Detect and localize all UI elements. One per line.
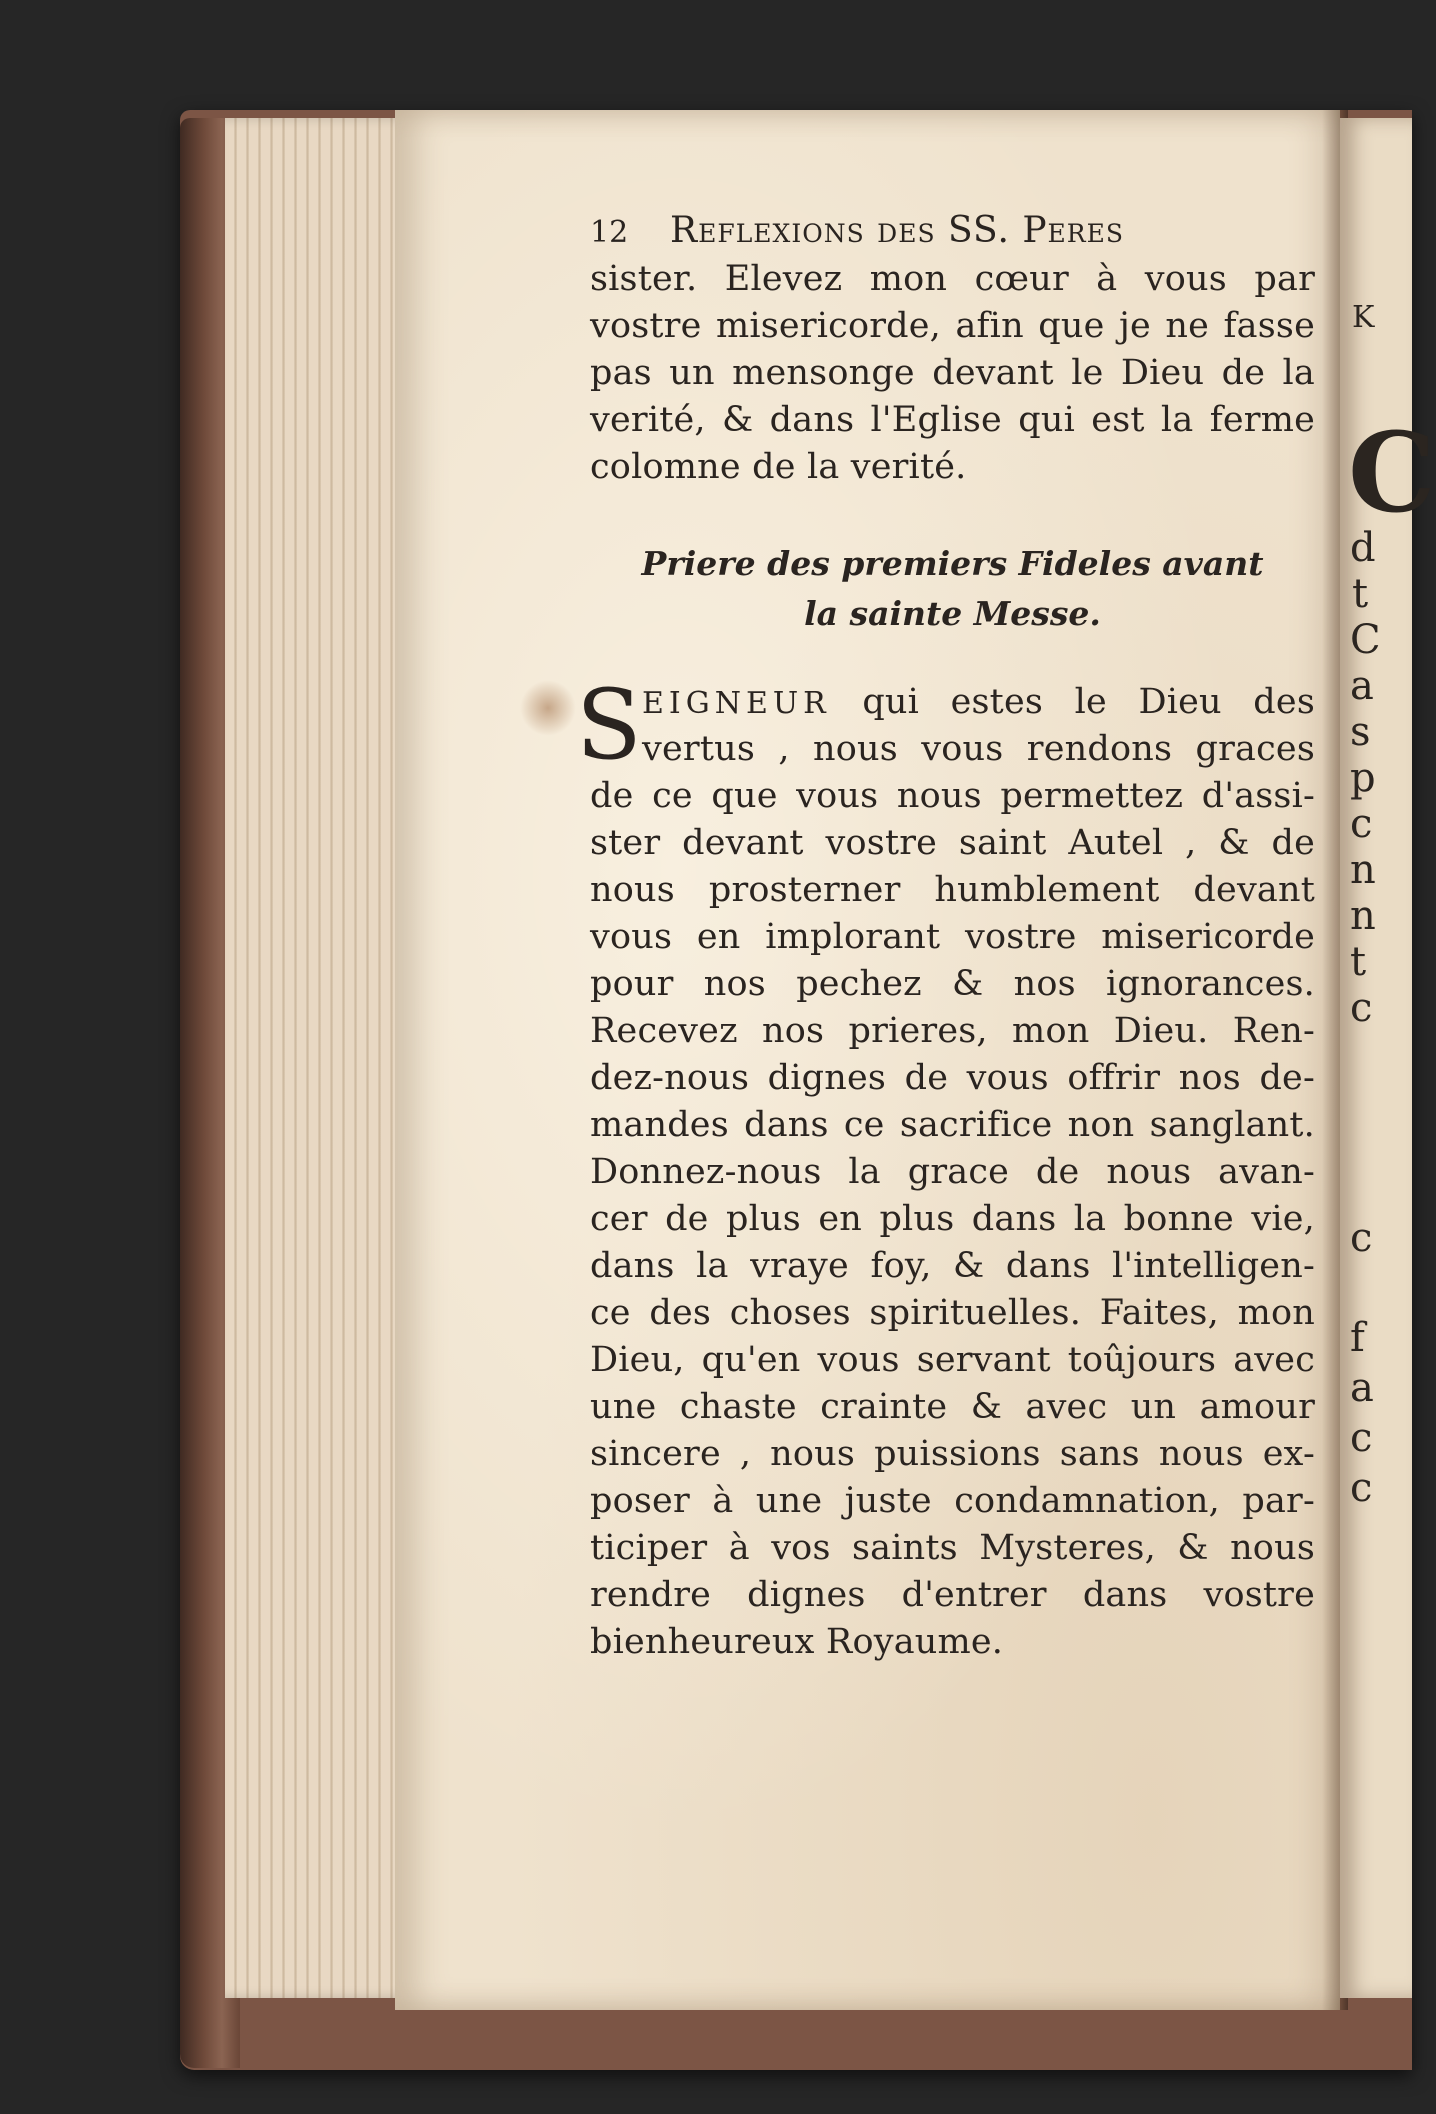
paper-stain — [520, 680, 576, 736]
facing-letter: c — [1350, 985, 1373, 1031]
continuation-paragraph — [590, 256, 1315, 491]
text-line: bienheureux Royaume. — [590, 1622, 1004, 1662]
facing-letter: a — [1350, 1365, 1374, 1411]
facing-letter: c — [1350, 1465, 1373, 1511]
text-line: Dieu, qu'en vous servant toûjours avec — [590, 1340, 1315, 1380]
facing-letter: n — [1350, 847, 1376, 893]
text-line: dez-nous dignes de vous offrir nos de- — [590, 1058, 1315, 1098]
text-line: vertus , nous vous rendons graces — [642, 729, 1315, 769]
text-line: de ce que vous nous permettez d'assi- — [590, 776, 1315, 816]
facing-letter: C — [1350, 617, 1381, 663]
facing-letter: f — [1350, 1315, 1365, 1361]
text-line: Donnez-nous la grace de nous avan- — [590, 1152, 1315, 1192]
text-line: rendre dignes d'entrer dans vostre — [590, 1575, 1315, 1615]
text-line: ce des choses spirituelles. Faites, mon — [590, 1293, 1315, 1333]
text-line: verité, & dans l'Eglise qui est la ferme — [590, 400, 1315, 440]
lead-word: EIGNEUR — [642, 686, 831, 721]
facing-letter: c — [1350, 1215, 1373, 1261]
page-edges — [225, 118, 415, 1998]
facing-letter: t — [1350, 939, 1367, 985]
section-title-line2: la sainte Messe. — [804, 594, 1101, 633]
facing-letter: d — [1350, 525, 1376, 571]
prayer-paragraph — [576, 669, 1315, 1666]
text-line: dans la vraye foy, & dans l'intelligen- — [590, 1246, 1315, 1286]
text-line: nous prosterner humblement devant — [590, 870, 1315, 910]
drop-cap: S — [576, 669, 642, 781]
facing-letter: K — [1352, 300, 1375, 335]
text-line: ster devant vostre saint Autel , & de — [590, 823, 1315, 863]
text-line — [590, 679, 1315, 726]
facing-letter: n — [1350, 893, 1376, 939]
text-line: cer de plus en plus dans la bonne vie, — [590, 1199, 1315, 1239]
text-line: ticiper à vos saints Mysteres, & nous — [590, 1528, 1315, 1568]
text-line: colomne de la verité. — [590, 447, 967, 487]
page-text — [576, 210, 1315, 1666]
section-title: Priere des premiers Fideles avant — [641, 544, 1264, 583]
facing-letter: p — [1350, 755, 1376, 801]
text-line: sincere , nous puissions sans nous ex- — [590, 1434, 1315, 1474]
facing-dropcap: C — [1348, 408, 1436, 537]
text-line: Recevez nos prieres, mon Dieu. Ren- — [590, 1011, 1315, 1051]
facing-page — [1340, 118, 1436, 1998]
text-line: une chaste crainte & avec un amour — [590, 1387, 1315, 1427]
text-line: poser à une juste condamnation, par- — [590, 1481, 1315, 1521]
first-line-rest: qui estes le Dieu des — [862, 682, 1315, 722]
text-line: sister. Elevez mon cœur à vous par — [590, 259, 1315, 299]
text-line: mandes dans ce sacrifice non sanglant. — [590, 1105, 1315, 1145]
facing-letter: c — [1350, 1415, 1373, 1461]
facing-letter: a — [1350, 663, 1374, 709]
facing-letter: t — [1352, 571, 1369, 617]
text-line: vous en implorant vostre misericorde — [590, 917, 1315, 957]
running-head: Reflexions des SS. Peres — [670, 210, 1124, 251]
facing-letter: s — [1350, 709, 1371, 755]
page-number: 12 — [590, 215, 629, 250]
text-line: vostre misericorde, afin que je ne fasse — [590, 306, 1315, 346]
text-line: pas un mensonge devant le Dieu de la — [590, 353, 1315, 393]
page-header — [590, 210, 1315, 256]
text-line: pour nos pechez & nos ignorances. — [590, 964, 1315, 1004]
facing-letter: c — [1350, 801, 1373, 847]
